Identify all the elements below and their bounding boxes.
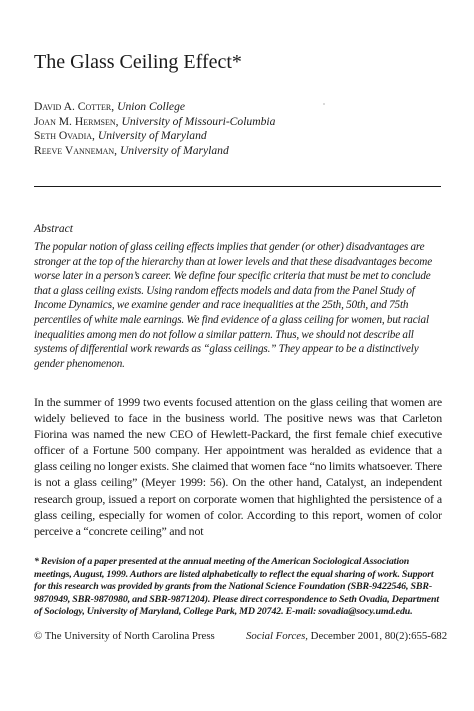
journal-name: Social Forces, <box>246 630 308 642</box>
citation-details: December 2001, 80(2):655-682 <box>307 630 448 642</box>
journal-citation <box>246 630 447 643</box>
author-name: David A. Cotter, <box>34 100 115 113</box>
author-list <box>34 100 454 158</box>
abstract-text: The popular notion of glass ceiling effects implies that gender (or other) disadvantages are stronger at the top of the hierarchy than at lower levels and that these disadvantages become worse later in a person’s career. We define four specific criteria that must be met to conclude that a glass ceiling exists. Using random effects models and data from the Panel Study of Income Dynamics, we examine gender and race inequalities at the 25th, 50th, and 75th percentiles of white male earnings. We find evidence of a glass ceiling for women, but racial inequalities among men do not follow a similar pattern. Thus, we should not describe all systems of differential work rewards as “glass ceilings.” They appear to be a distinctively gender phenomenon. <box>34 241 433 370</box>
header-divider <box>34 186 441 187</box>
author-name: Joan M. Hermsen, <box>34 114 119 128</box>
author-affiliation: Union College <box>117 100 186 113</box>
author-line <box>34 100 454 115</box>
abstract-heading: Abstract <box>34 223 73 235</box>
author-affiliation: University of Maryland <box>119 143 229 157</box>
author-line <box>34 144 454 159</box>
article-title: The Glass Ceiling Effect* <box>34 51 242 73</box>
author-affiliation: University of Maryland <box>97 129 207 142</box>
author-name: Seth Ovadia, <box>34 129 95 142</box>
copyright-notice: © The University of North Carolina Press <box>34 630 215 642</box>
footnote: * Revision of a paper presented at the annual meeting of the American Sociological Association meetings, August, 1999. Authors are listed alphabetically to reflect the equal sharing of work. Support for this research was provided by grants from the National Science Foundation (SBR-9422546, SBR-9870949, SBR-9870980, and SBR-9871204). Please direct correspondence to Seth Ovadia, Department of Sociology, University of Maryland, College Park, MD 20742. E-mail: sovadia@socy.umd.edu. <box>34 556 439 618</box>
author-name: Reeve Vanneman, <box>34 143 118 157</box>
author-line <box>34 129 454 144</box>
author-line <box>34 115 454 130</box>
body-paragraph: In the summer of 1999 two events focused attention on the glass ceiling that women are widely believed to face in the business world. The positive news was that Carleton Fiorina was named the new CEO of Hewlett-Packard, the first female chief executive officer of a Fortune 500 company. Her appointment was heralded as evidence that a glass ceiling no longer exists. She claimed that women face “no limits whatsoever. There is not a glass ceiling” (Meyer 1999: 56). On the other hand, Catalyst, an independent research group, issued a report on corporate women that highlighted the persistence of a glass ceiling, especially for women of color. According to this report, women of color perceive a “concrete ceiling” and not <box>34 395 442 538</box>
author-affiliation: University of Missouri-Columbia <box>121 114 276 128</box>
